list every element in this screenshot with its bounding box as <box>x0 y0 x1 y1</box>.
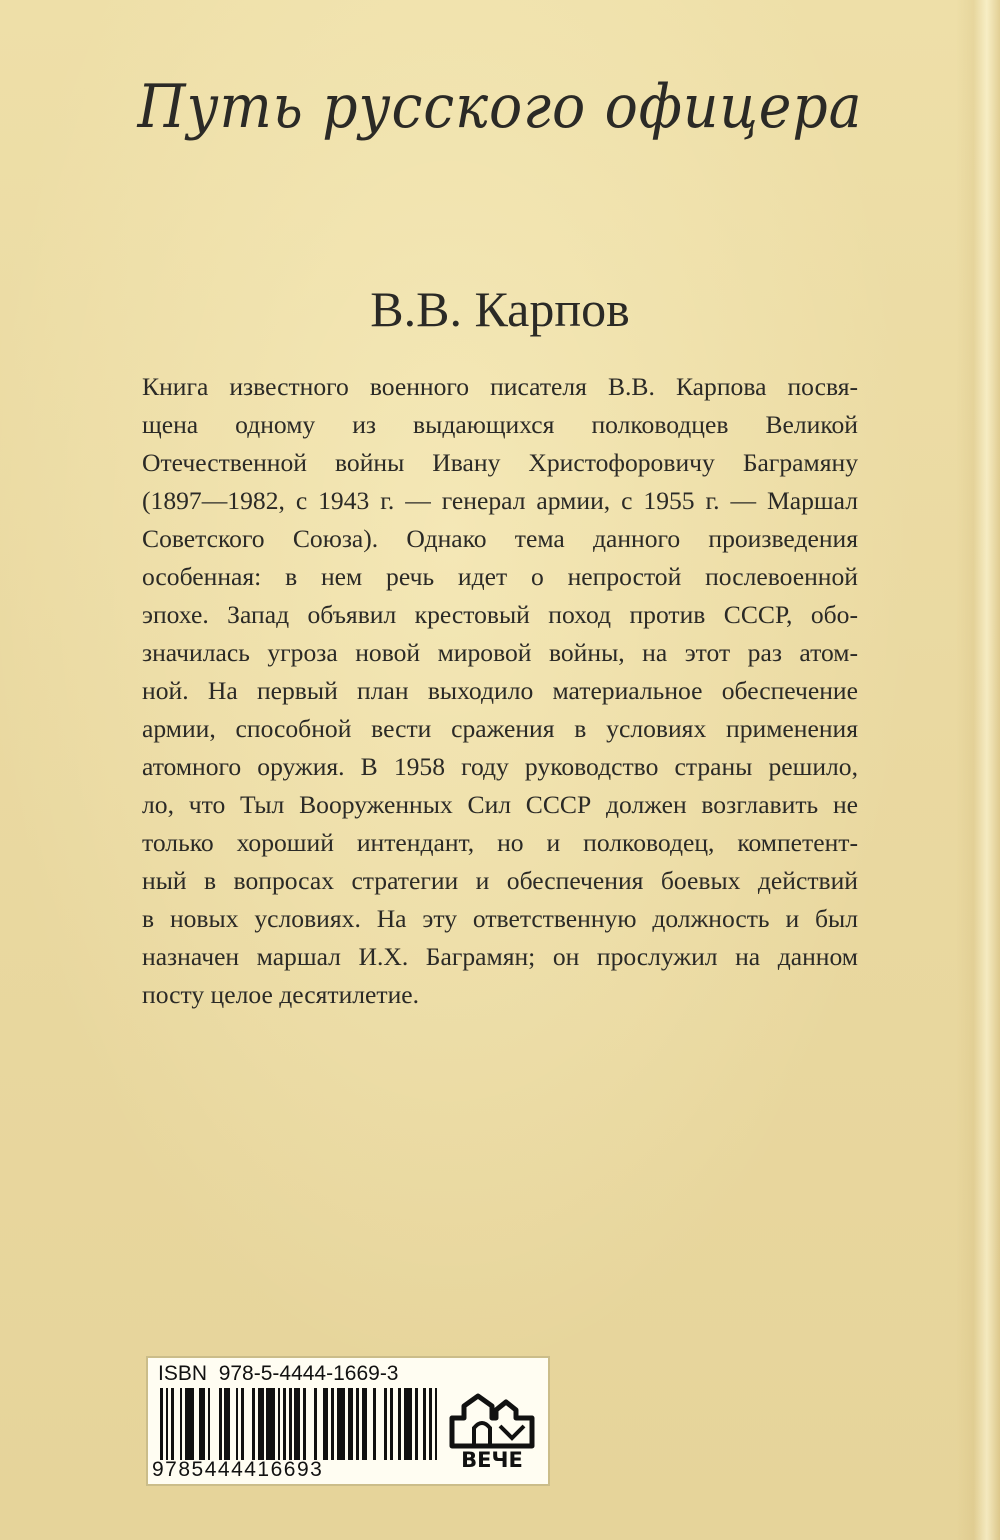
isbn-prefix: ISBN <box>158 1362 208 1385</box>
blurb-line: назначен маршал И.Х. Баграмян; он прослужил на данном <box>142 942 858 971</box>
cover-edge <box>956 0 1000 1540</box>
isbn-number: 978-5-4444-1669-3 <box>218 1362 399 1385</box>
publisher-house-icon <box>444 1388 540 1450</box>
blurb-line: армии, способной вести сражения в условиях применения <box>142 714 858 743</box>
barcode-bar <box>266 1388 274 1460</box>
barcode-bar <box>210 1388 218 1460</box>
blurb-line: щена одному из выдающихся полководцев Великой <box>142 410 858 439</box>
barcode-bar <box>337 1388 345 1460</box>
barcode-bar <box>244 1388 252 1460</box>
blurb-line: только хороший интендант, но и полководец, компетент- <box>142 828 858 857</box>
blurb-line: посту целое десятилетие. <box>142 980 420 1009</box>
series-title: Путь русского офицера <box>137 72 863 142</box>
barcode-bar <box>376 1388 384 1460</box>
blurb-line: ной. На первый план выходило материальное обеспечение <box>142 676 858 705</box>
blurb-line: особенная: в нем речь идет о непростой послевоенной <box>142 562 858 591</box>
blurb-line: Книга известного военного писателя В.В. Карпова посвя- <box>142 372 858 401</box>
barcode-block <box>146 1356 550 1486</box>
blurb-line: значилась угроза новой мировой войны, на этот раз атом- <box>142 638 858 667</box>
blurb-line: эпохе. Запад объявил крестовый поход против СССР, обо- <box>142 600 858 629</box>
barcode-bar <box>435 1388 438 1460</box>
blurb-line: атомного оружия. В 1958 году руководство страны решило, <box>142 752 858 781</box>
blurb-line: Отечественной войны Ивану Христофоровичу Баграмяну <box>142 448 858 477</box>
barcode-bar <box>185 1388 193 1460</box>
publisher-name: ВЕЧЕ <box>461 1448 523 1472</box>
barcode-bar <box>404 1388 412 1460</box>
isbn-label <box>158 1362 538 1388</box>
ean-digits: 9785444416693 <box>152 1458 324 1481</box>
blurb-line: ный в вопросах стратегии и обеспечения боевых действий <box>142 866 858 895</box>
blurb-text <box>142 368 858 1008</box>
blurb-line: Советского Союза). Однако тема данного произведения <box>142 524 858 553</box>
blurb-line: ло, что Тыл Вооруженных Сил СССР должен возглавить не <box>142 790 858 819</box>
barcode-bars <box>160 1388 438 1460</box>
author-name: В.В. Карпов <box>370 281 630 337</box>
publisher-logo <box>444 1388 540 1478</box>
barcode-bar <box>306 1388 314 1460</box>
blurb-line: в новых условиях. На эту ответственную должность и был <box>142 904 858 933</box>
blurb-line: (1897—1982, с 1943 г. — генерал армии, с 1955 г. — Маршал <box>142 486 858 515</box>
